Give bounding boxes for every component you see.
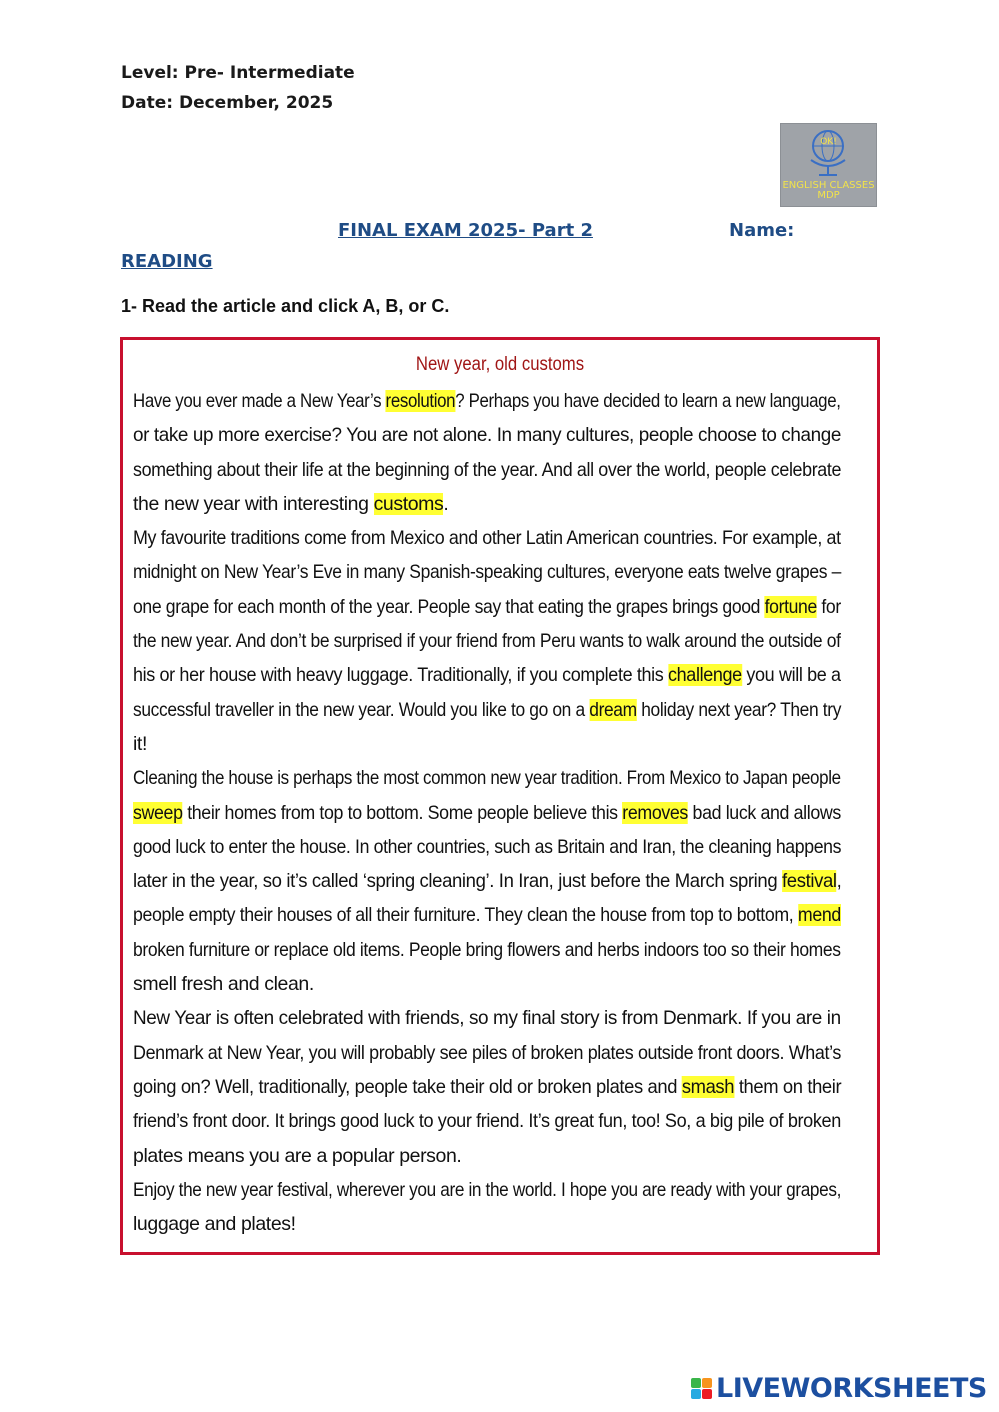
logo-block [691, 1378, 701, 1388]
text-segment: Enjoy the new year festival, wherever you are in the world. I hope you are ready with your grapes, [133, 1178, 841, 1201]
article-line [133, 693, 842, 727]
article-line [133, 1001, 841, 1035]
article-line [133, 658, 841, 692]
article-line [133, 727, 841, 761]
article-line [133, 796, 841, 830]
text-segment: you will be a [741, 664, 841, 687]
text-segment: broken furniture or replace old items. People bring flowers and herbs indoors too so their homes [133, 938, 841, 961]
article-line [133, 418, 841, 452]
liveworksheets-logo[interactable] [691, 1371, 987, 1405]
article-line [133, 590, 841, 624]
text-segment: for [816, 595, 841, 618]
article-line [133, 1173, 841, 1207]
text-segment: something about their life at the beginning of the year. And all over the world, people celebrate [133, 458, 842, 481]
text-segment: their homes from top to bottom. Some people believe this [182, 801, 623, 824]
text-segment: My favourite traditions come from Mexico and other Latin American countries. For example, at [133, 527, 841, 550]
article-line [133, 933, 841, 967]
article-body [133, 384, 841, 1241]
text-segment: going on? Well, traditionally, people take their old or broken plates and [133, 1075, 682, 1098]
text-segment: one grape for each month of the year. People say that eating the grapes brings good [133, 595, 765, 618]
text-segment: New Year is often celebrated with friends, so my final story is from Denmark. If you are in [133, 1007, 841, 1030]
liveworksheets-brand: LIVEWORKSHEETS [716, 1372, 987, 1404]
text-segment: ? Perhaps you have decided to learn a new language, [455, 390, 841, 412]
logo-block [702, 1378, 712, 1388]
liveworksheets-blocks-icon [691, 1378, 712, 1399]
logo-ok-text: OK! [820, 137, 837, 147]
highlighted-word: challenge [668, 664, 742, 687]
logo-line1: ENGLISH CLASSES [782, 180, 875, 191]
level-label: Level: Pre- Intermediate [121, 63, 355, 83]
highlighted-word: resolution [385, 390, 456, 412]
highlighted-word: sweep [133, 801, 183, 824]
text-segment: holiday next year? Then try [636, 698, 842, 721]
article-line [133, 1036, 841, 1070]
text-segment: friend’s front door. It brings good luck to your friend. It’s great fun, too! So, a big pile of broken [133, 1110, 841, 1133]
highlighted-word: removes [622, 801, 688, 824]
text-segment: Have you ever made a New Year’s [133, 390, 386, 412]
article-line [133, 967, 841, 1001]
text-segment: it! [133, 732, 147, 755]
text-segment: later in the year, so it’s called ‘spring cleaning’. In Iran, just before the March spring [133, 870, 783, 893]
article-line [133, 864, 842, 898]
article-line [133, 830, 842, 864]
section-heading: READING [121, 251, 213, 272]
article-line [133, 1104, 841, 1138]
article-box [120, 337, 880, 1255]
english-classes-logo [780, 123, 877, 207]
text-segment: midnight on New Year’s Eve in many Spanish-speaking cultures, everyone eats twelve grapes – [133, 561, 841, 584]
article-line [133, 1139, 841, 1173]
article-title: New year, old customs [415, 354, 585, 375]
highlighted-word: dream [589, 698, 637, 721]
highlighted-word: mend [797, 904, 841, 927]
article-line [133, 624, 841, 658]
highlighted-word: festival [782, 870, 837, 893]
exam-title: FINAL EXAM 2025- Part 2 [338, 220, 593, 241]
text-segment: his or her house with heavy luggage. Traditionally, if you complete this [133, 664, 669, 687]
text-segment: them on their [734, 1075, 842, 1098]
text-segment: Denmark at New Year, you will probably see piles of broken plates outside front doors. What’s [133, 1041, 841, 1064]
text-segment: the new year with interesting [133, 492, 374, 515]
text-segment: successful traveller in the new year. Would you like to go on a [133, 698, 590, 721]
logo-block [702, 1389, 712, 1399]
article-line [133, 1070, 842, 1104]
article-line [133, 898, 841, 932]
text-segment: , [836, 870, 842, 893]
article-line [133, 1207, 841, 1241]
article-line [133, 555, 841, 589]
highlighted-word: customs [373, 492, 444, 515]
text-segment: luggage and plates! [133, 1213, 296, 1236]
text-segment: people empty their houses of all their furniture. They clean the house from top to bottom, [133, 904, 798, 927]
text-segment: plates means you are a popular person. [133, 1144, 462, 1167]
article-line [133, 521, 841, 555]
instruction-text: 1- Read the article and click A, B, or C. [121, 296, 450, 316]
article-line [133, 487, 841, 521]
text-segment: smell fresh and clean. [133, 973, 314, 996]
text-segment: good luck to enter the house. In other countries, such as Britain and Iran, the cleaning happens [133, 835, 842, 858]
text-segment: Cleaning the house is perhaps the most common new year tradition. From Mexico to Japan people [133, 767, 841, 790]
logo-line2: MDP [817, 190, 840, 201]
highlighted-word: smash [681, 1075, 735, 1098]
logo-block [691, 1389, 701, 1399]
highlighted-word: fortune [764, 595, 817, 618]
name-label: Name: [729, 220, 795, 241]
text-segment: bad luck and allows [687, 801, 841, 824]
text-segment: the new year. And don’t be surprised if your friend from Peru wants to walk around the outside of [133, 630, 841, 653]
date-label: Date: December, 2025 [121, 93, 334, 113]
text-segment: or take up more exercise? You are not alone. In many cultures, people choose to change [133, 424, 841, 447]
article-line [133, 761, 841, 795]
article-line [133, 384, 841, 418]
article-line [133, 453, 842, 487]
text-segment: . [443, 492, 449, 515]
